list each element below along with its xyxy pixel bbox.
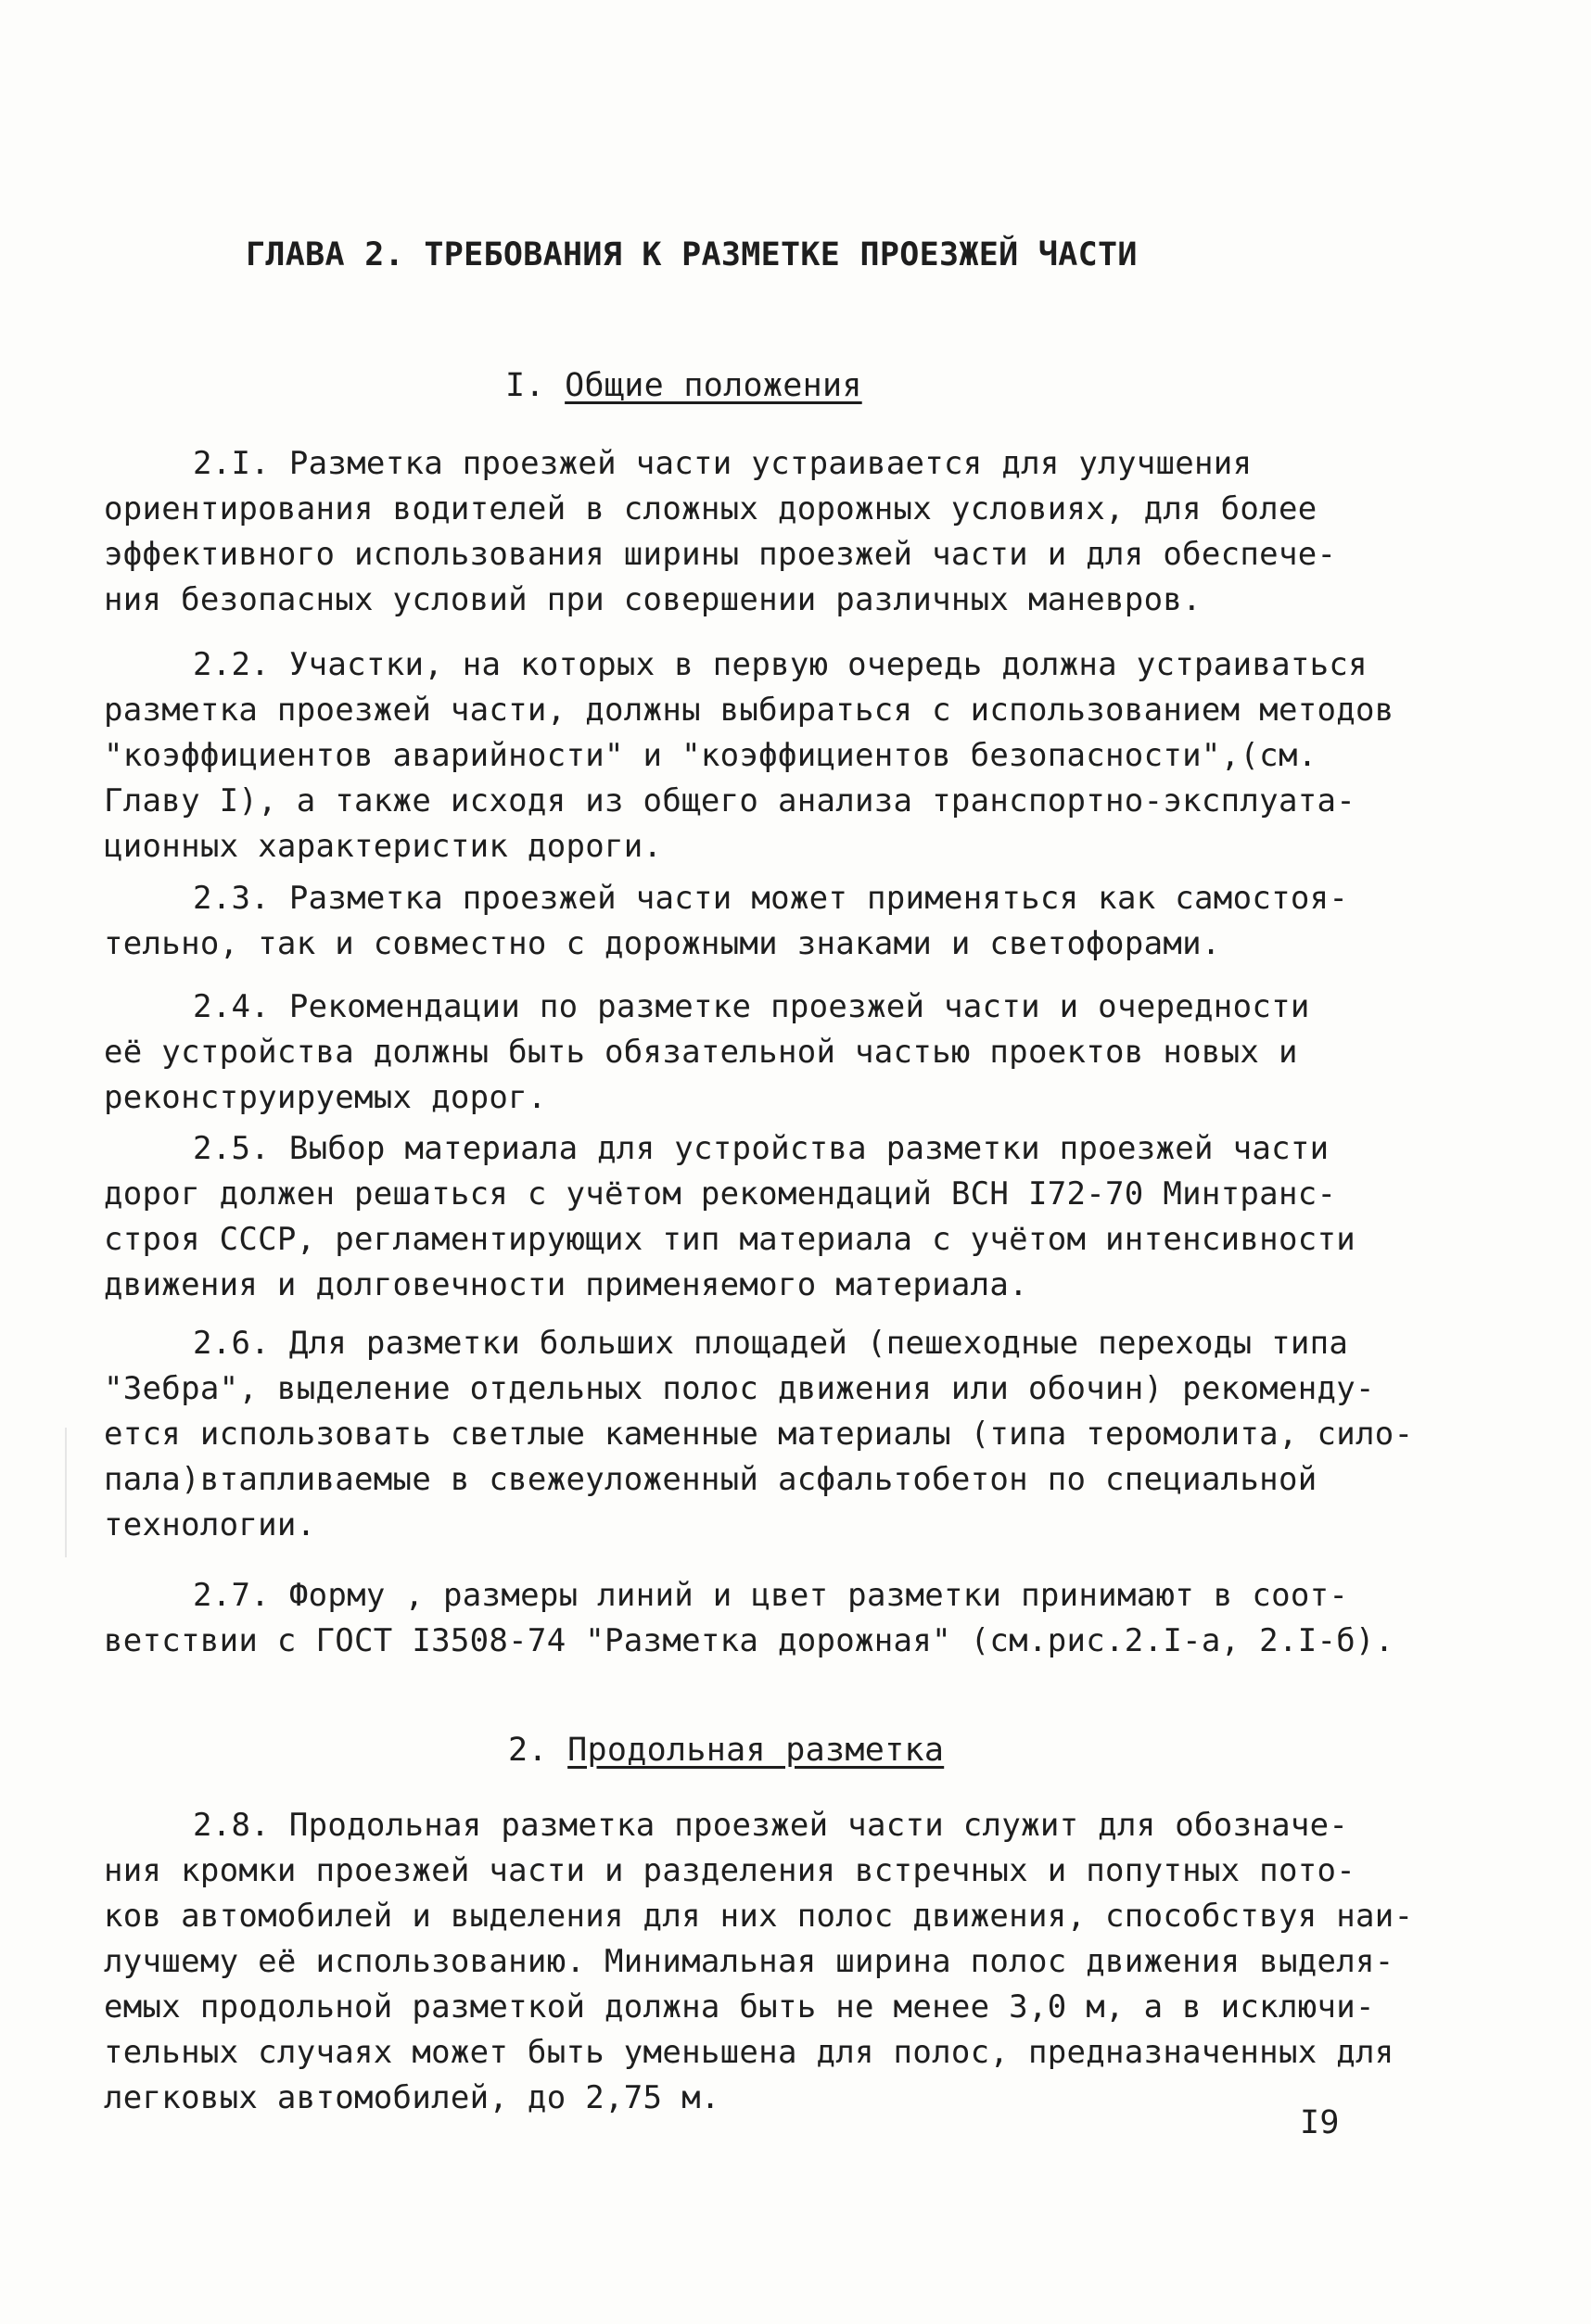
text-line: пала)втапливаемые в свежеуложенный асфальтобетон по специальной [104,1461,1317,1498]
paragraph-2-7 [104,1573,1394,1664]
text-line: 2.4. Рекомендации по разметке проезжей части и очередности [193,988,1310,1025]
scan-artifact-line [65,1428,67,1557]
text-line: ков автомобилей и выделения для них полос движения, способствуя наи- [104,1898,1414,1935]
text-line: ния безопасных условий при совершении различных маневров. [104,581,1202,618]
text-line: строя СССР, регламентирующих тип материала с учётом интенсивности [104,1221,1356,1258]
text-line: 2.3. Разметка проезжей части может применяться как самостоя- [193,880,1349,917]
text-line: эффективного использования ширины проезжей части и для обеспече- [104,536,1337,573]
text-line: "коэффициентов аварийности" и "коэффициентов безопасности",(см. [104,737,1317,774]
text-line: её устройства должны быть обязательной частью проектов новых и [104,1034,1298,1071]
chapter-title: ГЛАВА 2. ТРЕБОВАНИЯ К РАЗМЕТКЕ ПРОЕЗЖЕЙ ЧАСТИ [246,236,1138,273]
text-line: Главу I), а также исходя из общего анализа транспортно-эксплуата- [104,782,1356,819]
section-number: 2. [508,1732,568,1769]
text-line: разметка проезжей части, должны выбираться с использованием методов [104,692,1394,729]
section-number: I. [505,367,566,404]
paragraph-2-3 [104,876,1348,967]
section-title: Продольная разметка [567,1732,945,1769]
text-line: 2.8. Продольная разметка проезжей части служит для обозначе- [193,1807,1349,1844]
paragraph-2-1 [104,441,1336,623]
text-line: 2.2. Участки, на которых в первую очередь должна устраиваться [193,646,1368,683]
section-heading-longitudinal [508,1732,944,1769]
paragraph-2-6 [104,1321,1413,1548]
text-line: тельно, так и совместно с дорожными знаками и светофорами. [104,925,1221,962]
paragraph-2-4 [104,984,1310,1121]
text-line: легковых автомобилей, до 2,75 м. [104,2079,720,2116]
text-line: ориентирования водителей в сложных дорожных условиях, для более [104,490,1317,527]
text-line: тельных случаях может быть уменьшена для полос, предназначенных для [104,2034,1394,2071]
section-heading-general [505,367,862,404]
paragraph-2-8 [104,1803,1413,2121]
text-line: дорог должен решаться с учётом рекомендаций ВСН I72-70 Минтранс- [104,1175,1337,1213]
paragraph-2-5 [104,1126,1356,1308]
text-line: движения и долговечности применяемого материала. [104,1266,1028,1303]
text-line: 2.I. Разметка проезжей части устраивается для улучшения [193,445,1253,482]
paragraph-2-2 [104,642,1394,870]
text-line: ветствии с ГОСТ I3508-74 "Разметка дорожная" (см.рис.2.I-а, 2.I-б). [104,1622,1394,1659]
text-line: "Зебра", выделение отдельных полос движения или обочин) рекоменду- [104,1370,1375,1407]
page-number: I9 [1300,2104,1340,2141]
text-line: реконструируемых дорог. [104,1079,547,1116]
text-line: технологии. [104,1506,316,1543]
text-line: ния кромки проезжей части и разделения встречных и попутных пото- [104,1852,1356,1889]
text-line: емых продольной разметкой должна быть не менее 3,0 м, а в исключи- [104,1988,1375,2026]
text-line: ется использовать светлые каменные материалы (типа теромолита, сило- [104,1416,1414,1453]
text-line: 2.5. Выбор материала для устройства разметки проезжей части [193,1130,1330,1167]
text-line: ционных характеристик дороги. [104,828,663,865]
text-line: 2.6. Для разметки больших площадей (пешеходные переходы типа [193,1325,1349,1362]
section-title: Общие положения [565,367,862,404]
text-line: лучшему её использованию. Минимальная ширина полос движения выделя- [104,1943,1394,1980]
text-line: 2.7. Форму , размеры линий и цвет разметки принимают в соот- [193,1577,1349,1614]
